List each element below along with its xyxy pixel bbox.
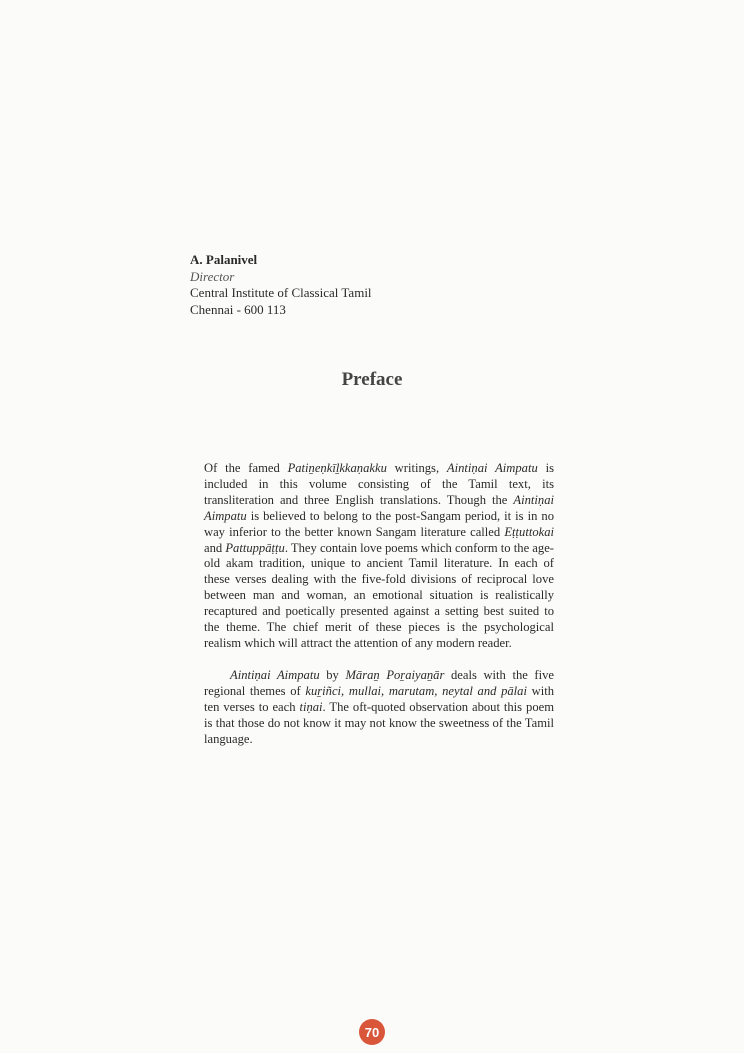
text-span: and [204, 540, 226, 555]
page-title: Preface [341, 369, 403, 390]
text-span: deals with the five regional themes of [204, 667, 555, 698]
text-span: Of the famed [204, 461, 288, 475]
italic-term: Aintiṇai Aimpatu [204, 492, 554, 523]
text-span: is believed to belong to the post-Sangam period, it is in no way inferior to the better known Sangam literature called [204, 508, 554, 539]
author-address: Chennai - 600 113 [190, 301, 286, 317]
author-name: A. Palanivel [190, 252, 258, 267]
page-number-badge: 70 [359, 1019, 385, 1045]
text-span: writings, [386, 461, 447, 475]
italic-term: Eṭṭuttokai [504, 524, 554, 539]
paragraph-2 [204, 668, 554, 748]
italic-term: Māraṉ Poṟaiyaṉār [345, 667, 445, 682]
italic-term: pālai [501, 683, 527, 698]
text-span: . They contain love poems which conform to the age-old akam tradition, unique to ancient Tamil literature. In each of these verses dealing with the five-fold divisions of reciprocal love between man and woman, an emotional situation is realistically recaptured and poetically presented against a setting best suited to the theme. The chief merit of these pieces is the psychological realism which will attract the attention of any modern reader. [204, 540, 554, 650]
author-title: Director [190, 268, 235, 284]
italic-term: Aintiṇai Aimpatu [446, 461, 538, 475]
italic-term: Patiṉeṇkīḻkkaṇakku [287, 461, 387, 475]
author-block [190, 252, 372, 318]
text-span: . The oft-quoted observation about this poem is that those do not know it may not know the sweetness of the Tamil language. [204, 699, 554, 746]
text-span: and [472, 683, 502, 698]
italic-term: tiṇai [299, 699, 323, 714]
italic-term: kuṟiñci, mullai, marutam, neytal [305, 683, 473, 698]
text-span: with ten verses to each [204, 683, 554, 714]
preface-body [204, 461, 554, 747]
text-span: by [319, 667, 346, 682]
author-institution: Central Institute of Classical Tamil [190, 285, 372, 300]
text-span: is included in this volume consisting of the Tamil text, its transliteration and three English translations. Though the [204, 461, 554, 507]
paragraph-1 [204, 461, 554, 652]
italic-term: Aintiṇai Aimpatu [230, 667, 320, 682]
italic-term: Pattuppāṭṭu [225, 540, 285, 555]
